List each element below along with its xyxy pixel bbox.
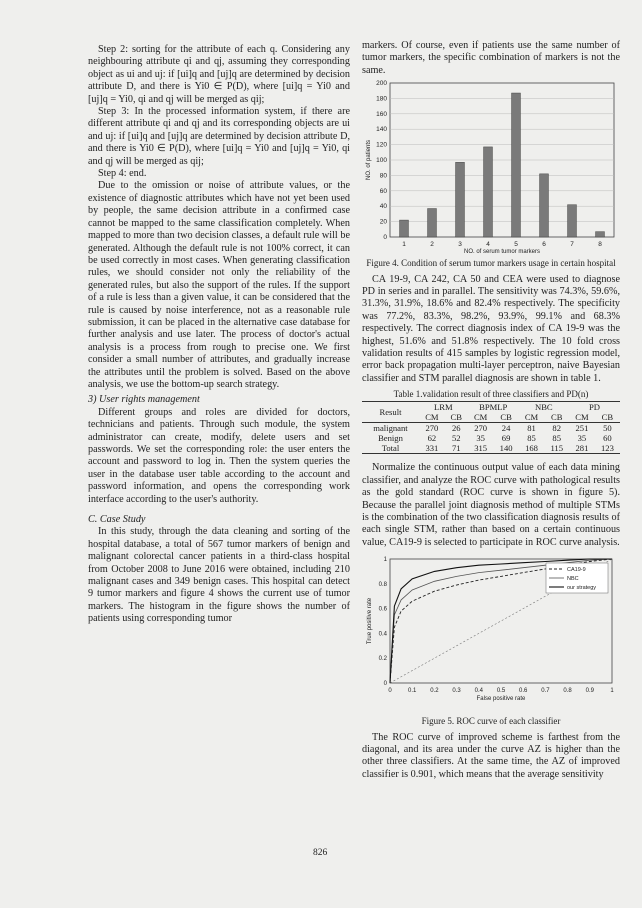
table1-group-header: PD bbox=[569, 402, 620, 413]
y-tick-label: 120 bbox=[376, 141, 387, 149]
x-axis-label: False positive rate bbox=[476, 696, 526, 703]
x-tick-label: 0.9 bbox=[585, 688, 594, 695]
rights-paragraph: Different groups and roles are divided for doctors, technicians and patients. Through such module, the system administrator can create, modify, delete users and set passwords. We set the corresponding role: the user enters the account and password to log in. Then the system queries the user in the database user table according to the account and password information, and opens the corresponding work interface according to the user's authority. bbox=[88, 406, 350, 505]
y-tick-label: 40 bbox=[379, 203, 387, 211]
x-tick-label: 0.3 bbox=[452, 688, 461, 695]
table1-cell: 85 bbox=[552, 433, 562, 444]
x-tick-label: 0.1 bbox=[408, 688, 417, 695]
case-study-paragraph: In this study, through the data cleaning and sorting of the hospital database, a total of 567 tumor markers of benign and malignant colorectal cancer patients in a third-class hospital from October 2008 to June 2016 were obtained, including 210 malignant cases and 349 benign cases. This hospital can detect 9 tumor markers and figure 4 shows the current use of tumor markers. The histogram in the figure shows the number of patients using corresponding tumor bbox=[88, 526, 350, 625]
table1-subheader: CB bbox=[601, 412, 614, 423]
y-tick-label: 0.2 bbox=[378, 656, 387, 663]
x-tick-label: 0.6 bbox=[519, 688, 528, 695]
y-axis-label: True positive rate bbox=[367, 598, 373, 645]
roc-paragraph: The ROC curve of improved scheme is farthest from the diagonal, and its area under the curve AZ is higher than the other three classifiers. At the same time, the AZ of improved classifier is 0.901, which means that the average sensitivity bbox=[362, 731, 620, 780]
table1-cell: 140 bbox=[494, 443, 519, 454]
table-row bbox=[362, 443, 620, 454]
table1-cell: 62 bbox=[427, 433, 437, 444]
x-tick-label: 0.5 bbox=[496, 688, 506, 695]
table1-group-header: NBC bbox=[519, 402, 569, 413]
x-tick-label: 1 bbox=[402, 241, 406, 249]
omission-paragraph: Due to the omission or noise of attribute values, or the existence of diagnostic attributes which have not yet been used by people, the same decision attribute in a confirmed case cannot be mapped to the same classification completely. When mapped to more than two decision classes, a default rule will be generated. Although the default rule is not 100% correct, it can be used correctly in most cases. When generating classification rules, we should consider not only the reliability of the generated rules, but also the support of the rules. If the support of a rule is less than a given value, it can be considered that the rule is caused by noise interference, not as a reasonable rule submission, it can be placed in the alternative case database for further analysis and use later. The process of doctor's actual analysis is a process from rough to precise one. We first consider a small number of attributes, and gradually increase the attributes until the problem is solved. Based on the above analysis, we use the bottom-up search strategy. bbox=[88, 180, 350, 390]
table1-subheader: CB bbox=[500, 412, 512, 423]
rights-heading: 3) User rights management bbox=[88, 394, 200, 406]
y-tick-label: 0.6 bbox=[378, 606, 387, 613]
step4-text: Step 4: end. bbox=[98, 168, 147, 180]
bar bbox=[456, 163, 465, 238]
legend-label: our strategy bbox=[567, 585, 597, 592]
bar bbox=[540, 174, 549, 237]
legend-label: NBC bbox=[567, 576, 579, 583]
table-row bbox=[362, 423, 620, 434]
table1-cell: 123 bbox=[595, 443, 620, 454]
y-axis-label: NO. of patients bbox=[366, 140, 372, 181]
table1-row-label: malignant bbox=[362, 423, 419, 434]
table1-cell: 50 bbox=[595, 423, 620, 434]
table1-subheader: CB bbox=[550, 412, 563, 423]
x-tick-label: 5 bbox=[514, 241, 518, 249]
bar bbox=[484, 147, 493, 237]
x-tick-label: 1 bbox=[610, 688, 614, 695]
x-tick-label: 0 bbox=[388, 688, 392, 695]
figure5-roc-chart bbox=[362, 553, 620, 713]
bar bbox=[400, 220, 409, 237]
bar bbox=[428, 209, 437, 237]
x-tick-label: 8 bbox=[598, 241, 602, 249]
page-number: 826 bbox=[313, 848, 328, 858]
x-tick-label: 2 bbox=[430, 241, 434, 249]
y-tick-label: 180 bbox=[376, 95, 387, 103]
table1-cell: 35 bbox=[577, 433, 587, 444]
table1-subheader: CM bbox=[575, 412, 589, 423]
y-tick-label: 60 bbox=[379, 188, 387, 196]
table1-caption: Table 1.validation result of three classifiers and PD(n) bbox=[393, 389, 589, 400]
x-tick-label: 0.4 bbox=[474, 688, 483, 695]
step3-text: Step 3: In the processed information system, if there are different attribute qi and qj and its corresponding objects are ui and uj: if [ui]q and [uj]q are determined by decision attribute D, and there is Yi0 ∈ P(D), where [ui]q = Yi0 and [uj]q = Yi0, qi and qj will be merged as qij; bbox=[88, 106, 350, 167]
x-tick-label: 0.2 bbox=[430, 688, 439, 695]
y-tick-label: 80 bbox=[379, 172, 387, 180]
x-tick-label: 6 bbox=[542, 241, 546, 249]
bar bbox=[568, 205, 577, 237]
table1-cell: 331 bbox=[419, 443, 445, 454]
table1-subheader: CM bbox=[524, 412, 539, 423]
ca-paragraph: CA 19-9, CA 242, CA 50 and CEA were used to diagnose PD in series and in parallel. The sensitivity was 74.3%, 59.6%, 31.3%, 31.9%, 18.6% and 82.4% respectively. The specificity was 77.2%, 83.3%, 98.2%, 93.9%, 99.1% and 68.3% respectively. The correct diagnosis index of CA 19-9 was the highest, 51.6% and 51.8% respectively. The 10 fold cross validation results of 415 samples by logistic regression model, error back propagation multi-layer perceptron, naive Bayesian classifier and STM parallel diagnosis are shown in table 1. bbox=[362, 273, 620, 384]
case-study-heading: C. Case Study bbox=[88, 514, 146, 526]
table1-row-label: Benign bbox=[378, 433, 403, 444]
right-column bbox=[362, 40, 620, 781]
y-tick-label: 160 bbox=[376, 111, 387, 119]
x-tick-label: 7 bbox=[570, 241, 574, 249]
table1-group-header: LRM bbox=[419, 402, 468, 413]
x-tick-label: 3 bbox=[458, 241, 462, 249]
bar bbox=[596, 232, 605, 237]
table-row bbox=[362, 433, 620, 443]
table1-cell: 69 bbox=[501, 433, 511, 444]
table1 bbox=[362, 401, 620, 454]
table1-cell: 270 bbox=[468, 423, 494, 434]
table1-cell: 81 bbox=[519, 423, 545, 434]
table1-cell: 24 bbox=[494, 423, 519, 434]
table1-cell: 60 bbox=[603, 433, 612, 444]
normalize-paragraph: Normalize the continuous output value of each data mining classifier, and analyze the ROC curve with pathological results as the gold standard (ROC curve is shown in figure 5). Because the parallel joint diagnosis method of multiple STMs is the combination of the two classification diagnosis results of each single STM, rather than based on a certain continuous value, CA19-9 is selected to participate in ROC curve analysis. bbox=[362, 462, 620, 548]
table1-cell: 35 bbox=[476, 433, 485, 444]
bar bbox=[512, 93, 521, 237]
figure4-bar-chart bbox=[362, 77, 620, 255]
y-tick-label: 200 bbox=[376, 80, 387, 88]
table1-cell: 281 bbox=[569, 443, 595, 454]
table1-subheader: CM bbox=[473, 412, 488, 423]
y-tick-label: 1 bbox=[383, 557, 387, 564]
table1-cell: 168 bbox=[519, 443, 545, 454]
table1-cell: 26 bbox=[445, 423, 468, 434]
y-tick-label: 140 bbox=[376, 126, 387, 134]
x-tick-label: 0.8 bbox=[563, 688, 572, 695]
y-tick-label: 0.8 bbox=[378, 581, 387, 588]
x-tick-label: 4 bbox=[486, 241, 490, 249]
figure4-caption: Figure 4. Condition of serum tumor markers usage in certain hospital bbox=[366, 258, 616, 269]
table1-cell: 71 bbox=[445, 443, 468, 454]
table1-cell: 85 bbox=[527, 433, 536, 444]
legend-label: CA19-9 bbox=[567, 567, 586, 574]
table1-cell: 82 bbox=[544, 423, 569, 434]
table1-cell: 52 bbox=[451, 433, 461, 444]
markers-text: markers. Of course, even if patients use the same number of tumor markers, the specific combination of markers is not the same. bbox=[362, 40, 620, 76]
table1-cell: 270 bbox=[419, 423, 445, 434]
y-tick-label: 20 bbox=[379, 218, 387, 226]
table1-cell: 115 bbox=[544, 443, 569, 454]
y-tick-label: 0 bbox=[383, 681, 387, 688]
x-tick-label: 0.7 bbox=[541, 688, 550, 695]
y-tick-label: 100 bbox=[376, 157, 387, 165]
table1-group-header: BPMLP bbox=[468, 402, 519, 413]
figure5-caption: Figure 5. ROC curve of each classifier bbox=[421, 716, 561, 727]
step2-text: Step 2: sorting for the attribute of each q. Considering any neighbouring attribute qi and qj, assuming they corresponding object as ui and uj: if [ui]q and [uj]q are determined by decision attribute D, and there is Yi0 ∈ P(D), where [ui]q = Yi0 and [uj]q = Yi0, qi and qj will be merged as qij; bbox=[88, 44, 350, 105]
table1-row-label: Total bbox=[362, 443, 419, 454]
y-tick-label: 0.4 bbox=[378, 631, 387, 638]
x-axis-label: NO. of serum tumor markers bbox=[463, 249, 541, 256]
left-column bbox=[88, 44, 350, 626]
y-tick-label: 0 bbox=[383, 234, 387, 242]
table1-cell: 315 bbox=[468, 443, 494, 454]
table1-subheader: CM bbox=[425, 412, 439, 423]
table1-cell: 251 bbox=[569, 423, 595, 434]
table1-subheader: CB bbox=[450, 412, 462, 423]
table1-result-header: Result bbox=[362, 402, 419, 423]
